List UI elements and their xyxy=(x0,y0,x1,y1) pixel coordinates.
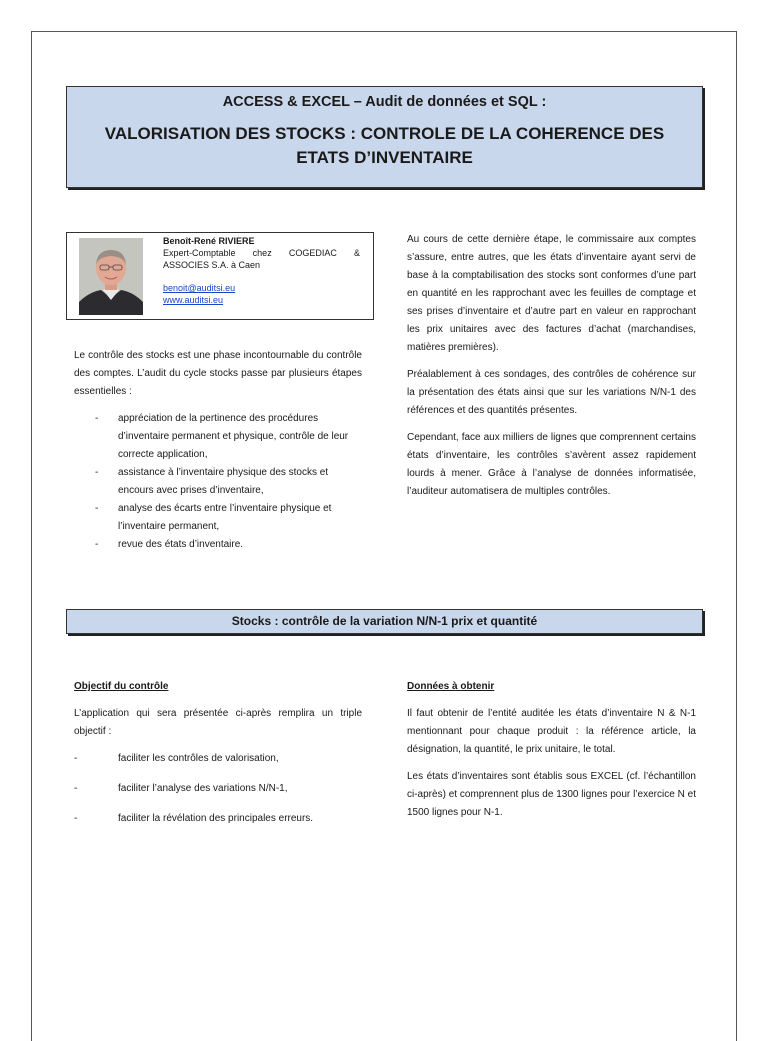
dash-bullet: - xyxy=(74,753,78,764)
paragraph: Préalablement à ces sondages, des contrôles de cohérence sur la présentation des états ainsi que sur les variations N/N-1 des références et des quantités présentes. xyxy=(407,369,696,416)
author-name: Benoît-René RIVIERE xyxy=(163,236,255,246)
intro-paragraph: Le contrôle des stocks est une phase incontournable du contrôle des comptes. L’audit du cycle stocks passe par plusieurs étapes essentielles : xyxy=(74,350,362,397)
dash-bullet: - xyxy=(74,783,78,794)
author-photo xyxy=(79,238,143,315)
paragraph: Il faut obtenir de l’entité auditée les états d’inventaire N & N-1 mentionnant pour chaque produit : la référence article, la désignation, la quantité, le prix unitaire, le total. xyxy=(407,708,696,755)
objective-intro: L’application qui sera présentée ci-après remplira un triple objectif : xyxy=(74,708,362,737)
list-item-text: appréciation de la pertinence des procédures d’inventaire permanent et physique, contrôle de leur correcte application, xyxy=(118,413,349,460)
right-column xyxy=(407,231,696,510)
author-details xyxy=(163,235,360,306)
list-item xyxy=(74,536,362,554)
dash-bullet: - xyxy=(95,539,99,550)
paragraph: Les états d’inventaires sont établis sous EXCEL (cf. l’échantillon ci-après) et comprennent plus de 1300 lignes pour l’exercice N et 1500 lignes pour N-1. xyxy=(407,771,696,818)
objective-column xyxy=(74,678,362,840)
data-needed-heading: Données à obtenir xyxy=(407,681,495,692)
dash-bullet: - xyxy=(74,813,78,824)
section-title: Stocks : contrôle de la variation N/N-1 prix et quantité xyxy=(66,609,703,634)
objective-list xyxy=(74,750,362,828)
list-item-text: analyse des écarts entre l’inventaire physique et l’inventaire permanent, xyxy=(118,503,332,532)
dash-bullet: - xyxy=(95,467,99,478)
title-banner xyxy=(66,86,703,188)
list-item xyxy=(74,500,362,536)
paragraph: Cependant, face aux milliers de lignes que comprennent certains états d’inventaire, les contrôles s’avèrent assez rapidement lourds à mener. Grâce à l’analyse de données informatisée, l’auditeur automatisera de multiples contrôles. xyxy=(407,432,696,497)
data-needed-column xyxy=(407,678,696,831)
author-email-link[interactable]: benoit@auditsi.eu xyxy=(163,283,236,293)
intro-column xyxy=(74,347,362,554)
list-item xyxy=(74,410,362,464)
list-item-text: faciliter les contrôles de valorisation, xyxy=(118,753,279,764)
list-item xyxy=(74,464,362,500)
dash-bullet: - xyxy=(95,503,99,514)
audit-steps-list xyxy=(74,410,362,554)
list-item-text: assistance à l’inventaire physique des stocks et encours avec prises d’inventaire, xyxy=(118,467,329,496)
list-item-text: faciliter la révélation des principales erreurs. xyxy=(118,813,314,824)
list-item xyxy=(74,810,362,828)
author-website-link[interactable]: www.auditsi.eu xyxy=(163,295,224,305)
paragraph: Au cours de cette dernière étape, le commissaire aux comptes s’assure, entre autres, que les états d’inventaire ayant servi de base à la comptabilisation des stocks sont conformes d’une part en quantité en les rapprochant avec les feuilles de comptage et ses prises d’inventaire et d’autre part en valeur en rapprochant les prix unitaires avec des factures d’achat (marchandises, matières premières). xyxy=(407,234,696,353)
objective-heading: Objectif du contrôle xyxy=(74,681,169,692)
author-portrait-icon xyxy=(79,238,143,315)
dash-bullet: - xyxy=(95,413,99,424)
list-item-text: faciliter l’analyse des variations N/N-1, xyxy=(118,783,288,794)
author-role: Expert-Comptable chez COGEDIAC & ASSOCIES S.A. à Caen xyxy=(163,248,360,270)
list-item xyxy=(74,780,362,798)
document-title: VALORISATION DES STOCKS : CONTROLE DE LA COHERENCE DES ETATS D’INVENTAIRE xyxy=(104,124,665,167)
list-item xyxy=(74,750,362,768)
document-subtitle: ACCESS & EXCEL – Audit de données et SQL : xyxy=(222,94,547,110)
list-item-text: revue des états d’inventaire. xyxy=(118,539,244,550)
author-card xyxy=(66,232,374,320)
